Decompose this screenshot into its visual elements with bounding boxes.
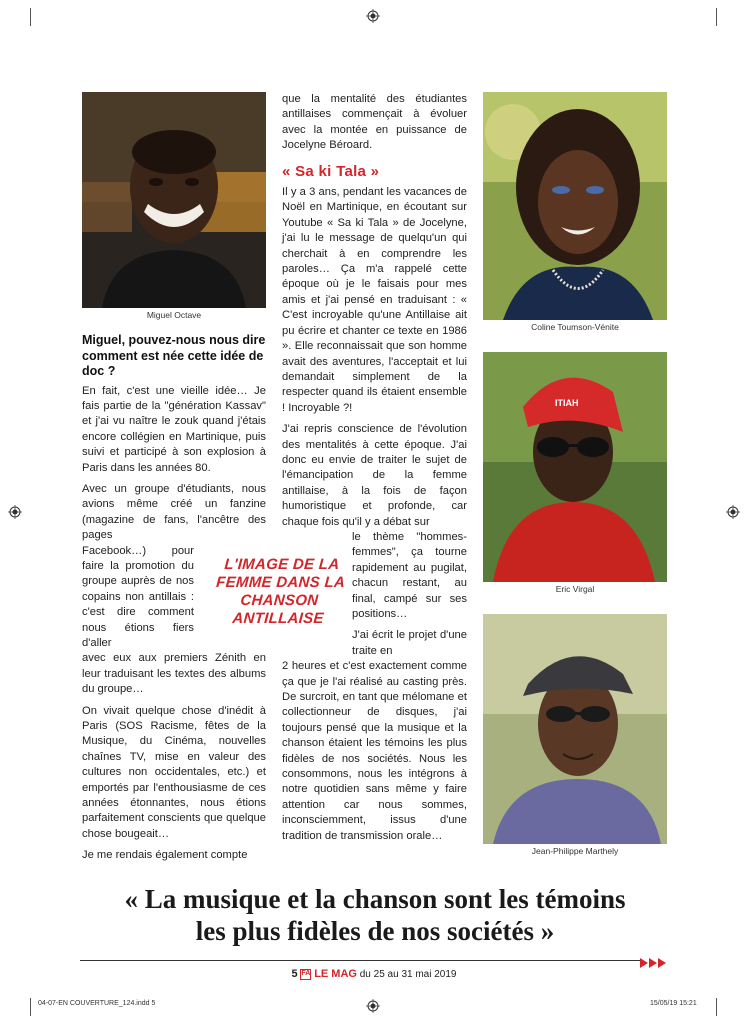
file-slug: 04-07-EN COUVERTURE_124.indd 5 [38,1000,156,1007]
article-column-2 [282,92,467,850]
page-number: 5 [291,968,298,980]
crop-mark [716,998,717,1016]
photo-coline-toumson-venite [483,92,667,320]
photo-jean-philippe-marthely [483,614,667,844]
paragraph: J'ai repris conscience de l'évolution des mentalités à cette époque. J'ai donc eu envie de traiter le sujet de l'émancipation de la femme antillaise, à la fois de façon humoristique et profonde, car chaque fois qu'il y a débat sur [282,423,467,528]
paragraph: que la mentalité des étudiantes antillaises commençait à évoluer avec la montée en puissance de Jocelyne Béroard. [282,93,467,152]
print-stamp: 15/05/19 15:21 [650,1000,697,1007]
paragraph: avec eux aux premiers Zénith en leur traduisant les textes des albums du groupe… [82,652,266,696]
crop-mark [30,8,31,26]
paragraph-wrapped: Facebook…) pour faire la promotion du groupe auprès de nos copains non antillais : c'est dire comment nous étions fiers d'aller [82,544,194,649]
magazine-name: LE MAG [314,968,357,980]
footer-rule [80,960,640,961]
caption-jean-philippe-marthely: Jean-Philippe Marthely [483,844,667,858]
photo-eric-virgal [483,352,667,582]
paragraph: Avec un groupe d'étudiants, nous avions même créé un fanzine (magazine de fans, l'ancêtre des pages [82,482,266,542]
cap-text: ITIAH [555,398,579,408]
paragraph-wrapped: J'ai écrit le projet d'une traite en [352,629,467,657]
caption-coline-toumson-venite: Coline Toumson-Vénite [483,320,667,334]
subheading: « Sa ki Tala » [282,162,380,180]
caption-eric-virgal: Eric Virgal [483,582,667,596]
pull-quote: L'IMAGE DE LA FEMME DANS LA CHANSON ANTILLAISE [215,556,346,627]
photo-miguel-octave [82,92,266,308]
crop-mark [30,998,31,1016]
caption-miguel-octave: Miguel Octave [82,308,266,322]
registration-mark-icon [366,999,380,1013]
paragraph-wrapped: le thème "hommes-femmes", ça tourne rapidement au pugilat, chacun restant, au final, campé sur ses positions… [352,530,467,620]
paragraph: Il y a 3 ans, pendant les vacances de Noël en Martinique, en écoutant sur Youtube « Sa ki Tala » de Jocelyne, j'ai lu le message de quelqu'un qui cherchait à en comprendre les paroles… Ça m'a rappelé cette époque où je le faisais pour mes amis et j'ai pensé en traduisant : « C'est incroyable qu'une Antillaise ait pu écrire et chanter ce texte en 1986 ». Elle reconnaissait que son homme avait des aventures, l'acceptait et lui demandait simplement de la respecter quand ils étaient ensemble ! Incroyable ?! [282,186,467,414]
page-footer [0,968,748,980]
registration-mark-icon [726,505,740,519]
big-quote-line-1: « La musique et la chanson sont les témoins [124,884,626,914]
magazine-logo-icon: FA [300,969,311,980]
registration-mark-icon [8,505,22,519]
crop-mark [716,8,717,26]
paragraph: On vivait quelque chose d'inédit à Paris (SOS Racisme, fêtes de la Musique, du Cinéma, nouvelles chaînes TV, mise en valeur des cultures non occidentales, etc.) et emportés par l'enthousiasme de ces années étonnantes, nous étions parfaitement conscients que quelque chose bougeait… [82,704,266,840]
big-quote-line-2: les plus fidèles de nos sociétés » [195,916,555,946]
interview-question: Miguel, pouvez-nous nous dire comment est née cette idée de doc ? [82,333,266,378]
paragraph: Je me rendais également compte [82,849,248,862]
paragraph: 2 heures et c'est exactement comme ça que je l'ai réalisé au casting près. De surcroit, en tant que mélomane et collectionneur de disques, j'ai toujours pensé que la musique et la chanson étaient les témoins les plus fidèles de nos sociétés. Nous les consommons, nous les intégrons à notre quotidien sans même y faire attention car nous sommes, inconsciemment, issus d'une tradition de transmission orale… [282,660,467,842]
issue-date: du 25 au 31 mai 2019 [359,969,457,980]
registration-mark-icon [366,9,380,23]
paragraph: En fait, c'est une vieille idée… Je fais partie de la "génération Kassav" et j'ai vu naître le zouk quand j'étais encore collégien en Martinique, puis suivi et participé à son explosion à Paris dans les années 80. [82,384,266,474]
